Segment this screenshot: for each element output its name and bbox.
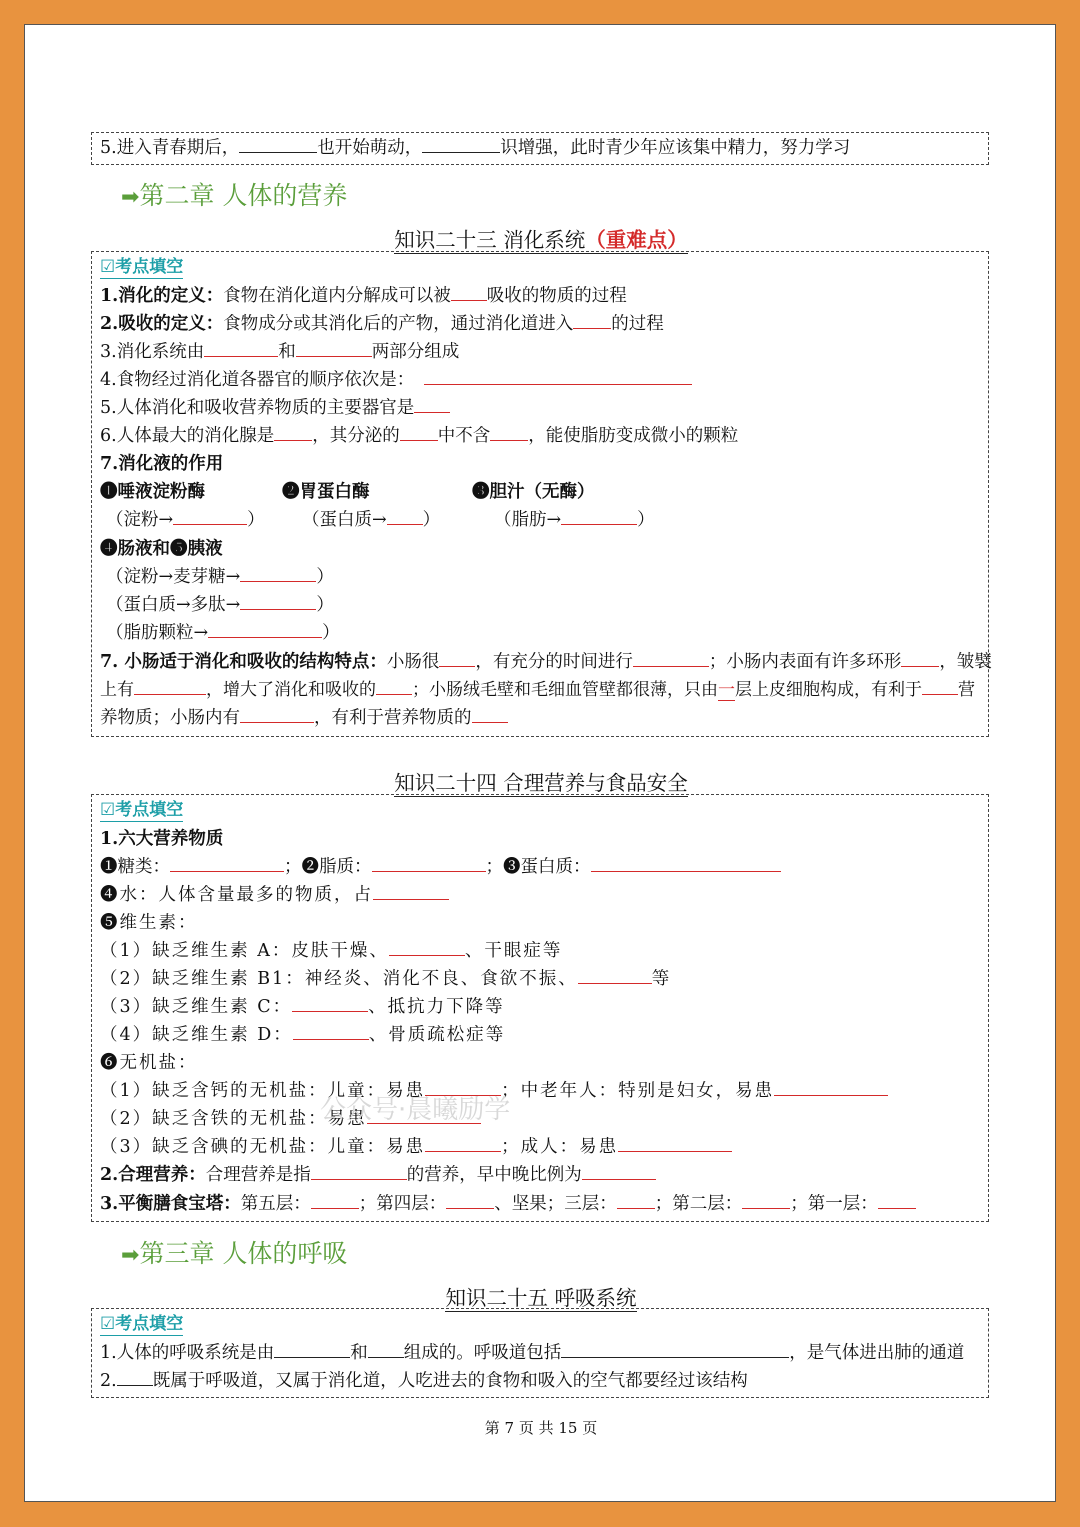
k25-title xyxy=(25,1281,1057,1311)
blank xyxy=(878,1190,916,1209)
line-text: 2. xyxy=(100,1371,117,1391)
enzyme-4-product-1 xyxy=(106,563,334,591)
line-text: 和 xyxy=(350,1343,368,1363)
line-text: 食物成分或其消化后的产物，通过消化道进入 xyxy=(223,314,574,334)
k23-box xyxy=(91,251,992,737)
blank xyxy=(439,648,475,667)
top-line-text: 识增强，此时青少年应该集中精力，努力学习 xyxy=(500,138,851,158)
blank xyxy=(117,1367,153,1386)
respiratory-line-2 xyxy=(100,1367,748,1395)
line-text: （蛋白质→ xyxy=(302,510,387,530)
line-text: （脂肪颗粒→ xyxy=(106,623,209,643)
blank xyxy=(208,619,322,638)
line-text: （1）缺乏维生素 A：皮肤干燥、 xyxy=(100,941,389,961)
line-text: ，其分泌的 xyxy=(312,426,400,446)
line-text: 3.消化系统由 xyxy=(100,342,205,362)
line-text: ，是气体进出肺的通道 xyxy=(789,1343,965,1363)
line-text: 等 xyxy=(651,969,672,989)
blank xyxy=(490,422,528,441)
blank xyxy=(922,676,958,695)
enzyme-3-product xyxy=(494,506,655,534)
line-text: ） xyxy=(322,623,340,643)
k23-line-7: 7.消化液的作用 xyxy=(100,454,224,474)
line-text: 、骨质疏松症等 xyxy=(368,1025,506,1045)
top-line-text: 也开始萌动， xyxy=(317,138,423,158)
line-text: 食物在消化道内分解成可以被 xyxy=(223,286,451,306)
line-text: 1.人体的呼吸系统是由 xyxy=(100,1343,275,1363)
k23-line-1 xyxy=(100,282,627,310)
k23-title xyxy=(25,223,1057,253)
line-text: （淀粉→麦芽糖→ xyxy=(106,567,241,587)
enzyme-3: ❸胆汁（无酶） xyxy=(472,482,595,502)
line-label: 7. 小肠适于消化和吸收的结构特点： xyxy=(100,652,387,672)
blank xyxy=(311,1161,407,1180)
line-text: 4.食物经过消化道各器官的顺序依次是： xyxy=(100,370,415,390)
blank xyxy=(901,648,939,667)
line-text: 和 xyxy=(278,342,296,362)
line-text: 组成的。呼吸道包括 xyxy=(403,1343,562,1363)
blank xyxy=(742,1190,790,1209)
kaodian-tag: ☑考点填空 xyxy=(100,1314,184,1334)
blank xyxy=(373,881,449,900)
blank xyxy=(561,1339,789,1358)
chapter-3-heading xyxy=(121,1234,347,1270)
blank xyxy=(389,937,465,956)
top-line xyxy=(100,134,850,162)
line-text: ，增大了消化和吸收的 xyxy=(206,680,376,700)
enzyme-4-product-3 xyxy=(106,619,340,647)
line-text: ；小肠内表面有许多环形 xyxy=(708,652,902,672)
document-page xyxy=(24,24,1056,1502)
k23-line-5 xyxy=(100,394,450,422)
line-text: ） xyxy=(637,510,655,530)
blank xyxy=(170,853,284,872)
line-text: ） xyxy=(422,510,441,530)
line-label: 2.合理营养： xyxy=(100,1165,206,1185)
line-text: ❹水：人体含量最多的物质，占 xyxy=(100,885,373,905)
chapter-2-heading xyxy=(121,176,347,212)
line-text: 中不含 xyxy=(437,426,491,446)
arrow-icon: ➡ xyxy=(121,1243,140,1268)
line-text: （脂肪→ xyxy=(494,510,562,530)
line-text: 的过程 xyxy=(611,314,664,334)
k23-line-6 xyxy=(100,422,738,450)
blank xyxy=(414,394,450,413)
enzyme-2-product xyxy=(302,506,440,534)
iodine-line xyxy=(100,1133,732,1161)
arrow-icon: ➡ xyxy=(121,185,140,210)
line-text: （2）缺乏维生素 B1：神经炎、消化不良、食欲不振、 xyxy=(100,969,578,989)
line-text: ；成人：易患 xyxy=(501,1137,619,1157)
blank xyxy=(293,1021,369,1040)
top-line-box xyxy=(91,132,989,165)
line-text: ；❷脂质： xyxy=(284,857,372,877)
blank xyxy=(618,1133,732,1152)
blank xyxy=(573,310,611,329)
blank xyxy=(400,422,438,441)
blank xyxy=(578,965,652,984)
line-text: 6.人体最大的消化腺是 xyxy=(100,426,275,446)
k23-title-text: 知识二十三 消化系统 xyxy=(394,228,586,252)
blank xyxy=(204,338,278,357)
line-text: 两部分组成 xyxy=(371,342,460,362)
line-text: 养物质；小肠内有 xyxy=(100,708,240,728)
respiratory-line-1 xyxy=(100,1339,964,1367)
blank xyxy=(633,648,709,667)
line-text: ） xyxy=(247,510,265,530)
blank xyxy=(296,338,372,357)
line-text: ；小肠绒毛壁和毛细血管壁都很薄，只由 xyxy=(412,680,718,700)
line-text: （1）缺乏含钙的无机盐：儿童：易患 xyxy=(100,1081,426,1101)
blank xyxy=(134,676,206,695)
k24-title-text: 知识二十四 合理营养与食品安全 xyxy=(394,771,688,795)
line-text: ；中老年人：特别是妇女，易患 xyxy=(501,1081,775,1101)
blank xyxy=(582,1161,656,1180)
enzyme-2: ❷胃蛋白酶 xyxy=(282,482,370,502)
blank xyxy=(591,853,781,872)
line-text: 小肠很 xyxy=(386,652,440,672)
blank xyxy=(774,1077,888,1096)
line-text: 、坚果；三层： xyxy=(494,1194,617,1214)
blank xyxy=(472,704,508,723)
k23-line-2 xyxy=(100,310,664,338)
blank xyxy=(240,591,316,610)
kaodian-tag: ☑考点填空 xyxy=(100,800,184,820)
blank xyxy=(311,1190,359,1209)
line-label: 1.消化的定义： xyxy=(100,286,224,306)
line-text: ；第二层： xyxy=(654,1194,743,1214)
line-text: ；第四层： xyxy=(358,1194,447,1214)
top-line-text: 5.进入青春期后， xyxy=(100,138,240,158)
blank xyxy=(424,366,692,385)
blank xyxy=(561,506,637,525)
enzyme-1-product xyxy=(106,506,265,534)
vitamin-a-line xyxy=(100,937,562,965)
small-intestine-line-2 xyxy=(100,676,975,704)
line-text: （3）缺乏维生素 C： xyxy=(100,997,293,1017)
blank xyxy=(372,853,486,872)
blank xyxy=(274,422,312,441)
line-text: （3）缺乏含碘的无机盐：儿童：易患 xyxy=(100,1137,426,1157)
line-text: （淀粉→ xyxy=(106,510,174,530)
chapter-title: 第二章 人体的营养 xyxy=(139,181,348,210)
blank xyxy=(240,704,314,723)
kaodian-tag: ☑考点填空 xyxy=(100,257,184,277)
mineral-heading: ❻无机盐： xyxy=(100,1053,198,1073)
blank xyxy=(387,506,423,525)
line-text: 既属于呼吸道，又属于消化道，人吃进去的食物和吸入的空气都要经过该结构 xyxy=(152,1371,748,1391)
line-text: 5.人体消化和吸收营养物质的主要器官是 xyxy=(100,398,415,418)
blank xyxy=(239,134,317,153)
line-label: 3.平衡膳食宝塔： xyxy=(100,1194,241,1214)
line-text: ；❸蛋白质： xyxy=(485,857,591,877)
line-text: ，有充分的时间进行 xyxy=(475,652,633,672)
line-text: 层上皮细胞构成，有利于 xyxy=(735,680,922,700)
line-text: 、抵抗力下降等 xyxy=(368,997,505,1017)
blank xyxy=(451,282,487,301)
line-text: ） xyxy=(316,567,334,587)
line-text: 的营养，早中晚比例为 xyxy=(406,1165,582,1185)
k23-line-4 xyxy=(100,366,692,394)
blank xyxy=(292,993,368,1012)
blank xyxy=(376,676,412,695)
line-text: 第五层： xyxy=(240,1194,311,1214)
watermark: 公众号·晨曦励学 xyxy=(320,1095,511,1125)
line-text: ，能使脂肪变成微小的颗粒 xyxy=(528,426,739,446)
line-text: （2）缺乏含铁的无机盐：易患 xyxy=(100,1109,367,1129)
line-text: ，有利于营养物质的 xyxy=(314,708,472,728)
filled-answer: 一 xyxy=(718,680,735,700)
k24-title xyxy=(25,766,1057,796)
k23-line-3 xyxy=(100,338,459,366)
enzyme-4-5: ❹肠液和❺胰液 xyxy=(100,539,223,559)
line-text: 、干眼症等 xyxy=(464,941,563,961)
enzyme-1: ❶唾液淀粉酶 xyxy=(100,482,205,502)
vitamin-b1-line xyxy=(100,965,671,993)
line-text: 营 xyxy=(958,680,975,700)
six-nutrients-heading: 1.六大营养物质 xyxy=(100,829,224,849)
hard-badge: （重难点） xyxy=(585,228,688,252)
line-text: ❶糖类： xyxy=(100,857,170,877)
small-intestine-line-3 xyxy=(100,704,508,732)
enzyme-4-product-2 xyxy=(106,591,334,619)
line-text: （4）缺乏维生素 D： xyxy=(100,1025,293,1045)
vitamin-d-line xyxy=(100,1021,505,1049)
k25-title-text: 知识二十五 呼吸系统 xyxy=(445,1286,637,1310)
blank xyxy=(446,1190,494,1209)
blank xyxy=(368,1339,404,1358)
k25-box xyxy=(91,1308,989,1398)
rational-nutrition-line xyxy=(100,1161,656,1189)
blank xyxy=(617,1190,655,1209)
blank xyxy=(240,563,316,582)
line-text: ，皱襞 xyxy=(939,652,992,672)
blank xyxy=(173,506,247,525)
line-text: 上有 xyxy=(100,680,134,700)
line-text: ） xyxy=(316,595,334,615)
line-label: 2.吸收的定义： xyxy=(100,314,224,334)
blank xyxy=(422,134,500,153)
k24-box xyxy=(91,794,989,1222)
blank xyxy=(425,1133,501,1152)
page-footer: 第 7 页 共 15 页 xyxy=(484,1419,598,1437)
vitamin-heading: ❺维生素： xyxy=(100,913,198,933)
small-intestine-line-1 xyxy=(100,648,992,676)
water-line xyxy=(100,881,449,909)
line-text: （蛋白质→多肽→ xyxy=(106,595,241,615)
blank xyxy=(274,1339,350,1358)
chapter-title: 第三章 人体的呼吸 xyxy=(139,1239,348,1268)
line-text: 吸收的物质的过程 xyxy=(486,286,627,306)
line-text: 合理营养是指 xyxy=(205,1165,311,1185)
nutrients-line-1 xyxy=(100,853,781,881)
vitamin-c-line xyxy=(100,993,505,1021)
line-text: ；第一层： xyxy=(790,1194,878,1214)
food-pyramid-line xyxy=(100,1190,916,1218)
